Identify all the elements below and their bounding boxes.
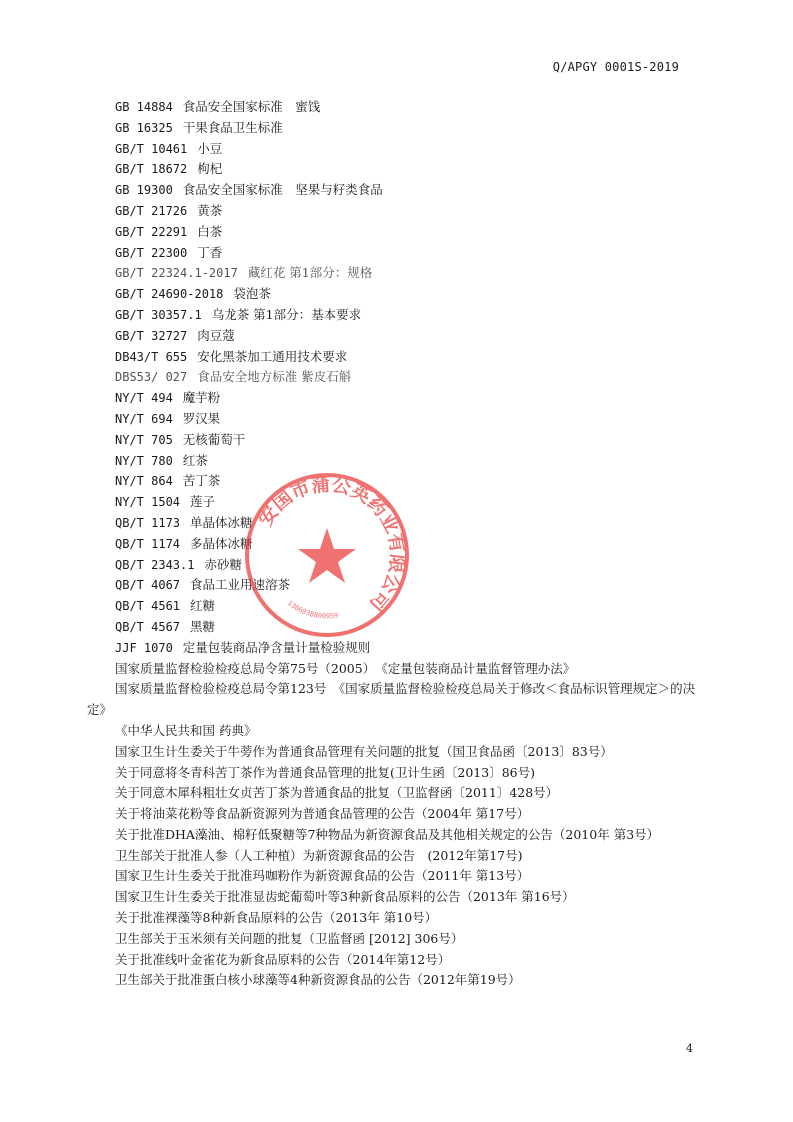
reference-item [87,575,699,596]
reference-item [87,492,699,513]
standard-code: QB/T 4067 [115,578,181,593]
regulation-item: 国家卫生计生委关于批准显齿蛇葡萄叶等3种新食品原料的公告（2013年 第16号） [115,889,575,905]
regulation-item: 卫生部关于批准人参（人工种植）为新资源食品的公告 (2012年第17号) [115,847,523,863]
standard-code: DBS53/ 027 [115,370,188,385]
standard-code: QB/T 2343.1 [115,557,195,572]
regulation-item: 关于批准DHA藻油、棉籽低聚糖等7种物品为新资源食品及其他相关规定的公告（2010年 第3号） [115,826,660,842]
standard-title: 食品安全地方标准 紫皮石斛 [197,369,352,385]
standard-title: 赤砂糖 [204,556,242,572]
standard-code: QB/T 4561 [115,599,181,614]
standard-code: NY/T 494 [115,391,173,406]
standard-title: 安化黑茶加工通用技术要求 [197,348,348,364]
reference-item [87,638,699,659]
standard-code: QB/T 1173 [115,515,181,530]
reference-item [87,243,699,264]
regulation-item: 关于批准裸藻等8种新食品原料的公告（2013年 第10号） [115,910,438,926]
standard-code: DB43/T 655 [115,349,188,364]
standard-code: GB 14884 [115,100,173,114]
reference-item [87,118,699,139]
standard-title: 多晶体冰糖 [190,535,253,551]
standard-title: 罗汉果 [182,410,221,426]
standard-title: 单晶体冰糖 [190,514,253,530]
seal-text: 安国市蒲公英药业有限公司 [254,473,409,616]
standard-title: 袋泡茶 [233,286,271,302]
standard-code: JJF 1070 [115,640,173,655]
regulation-item: 卫生部关于玉米须有关问题的批复（卫监督函 [2012] 306号） [115,930,464,946]
reference-item [87,263,699,284]
page-number: 4 [686,1042,693,1055]
regulation-item: 国家质量监督检验检疫总局令第75号（2005） 《定量包装商品计量监督管理办法》 [115,660,576,676]
standard-code: NY/T 780 [115,453,173,468]
standard-code: GB 16325 [115,120,173,135]
reference-item [87,139,699,160]
standard-code: NY/T 694 [115,411,173,426]
standard-title: 红茶 [182,452,208,468]
standard-code: GB/T 22291 [115,224,188,239]
standard-title: 肉豆蔻 [197,327,235,343]
standard-title: 白茶 [197,223,223,239]
reference-item [87,534,699,555]
standard-code: NY/T 705 [115,432,173,447]
seal-number: 1306838800959 [285,599,339,621]
standard-title: 食品工业用速溶茶 [190,577,291,593]
standard-code: NY/T 864 [115,474,173,489]
standard-title: 魔芋粉 [182,390,221,406]
standard-title: 藏红花 第1部分：规格 [247,265,373,281]
standard-code: GB/T 10461 [115,141,188,156]
reference-item [87,180,699,201]
reference-item [87,430,699,451]
reference-item [87,159,699,180]
reference-item [87,305,699,326]
standard-code: GB/T 24690-2018 [115,287,224,302]
standard-title: 丁香 [197,244,223,260]
reference-item [87,451,699,472]
standard-title: 干果食品卫生标准 [182,119,283,135]
standard-title: 食品安全国家标准 蜜饯 [182,99,321,114]
standard-code: QB/T 4567 [115,619,181,634]
standard-code: GB 19300 [115,183,173,198]
standard-code: GB/T 32727 [115,328,188,343]
document-code: Q/APGY 0001S-2019 [552,60,679,74]
standard-title: 无核葡萄干 [182,431,246,447]
standard-title: 红糖 [190,598,216,614]
standard-title: 乌龙茶 第1部分：基本要求 [211,306,362,322]
standard-code: NY/T 1504 [115,495,181,510]
reference-item [87,222,699,243]
reference-item [87,326,699,347]
standard-title: 食品安全国家标准 坚果与籽类食品 [182,182,383,198]
references-list [87,97,699,991]
standard-code: GB/T 22324.1-2017 [115,266,238,281]
reference-item [87,284,699,305]
reference-item [87,201,699,222]
standard-title: 苦丁茶 [182,473,221,489]
reference-item [87,97,699,118]
standard-code: GB/T 30357.1 [115,307,202,322]
regulation-item: 国家卫生计生委关于批准玛咖粉作为新资源食品的公告（2011年 第13号） [115,868,530,884]
standard-code: GB/T 18672 [115,162,188,177]
standard-title: 黄茶 [197,202,223,218]
standard-code: QB/T 1174 [115,536,181,551]
regulation-item: 关于同意将冬青科苦丁茶作为普通食品管理的批复(卫计生函〔2013〕86号) [115,764,535,780]
regulation-item: 《中华人民共和国 药典》 [115,722,257,738]
reference-item [87,347,699,368]
regulation-item: 关于批准线叶金雀花为新食品原料的公告（2014年第12号） [115,951,451,967]
standard-title: 黑糖 [190,618,216,634]
regulation-item: 卫生部关于批准蛋白核小球藻等4种新资源食品的公告（2012年第19号） [115,972,521,988]
standard-code: GB/T 22300 [115,245,188,260]
standard-code: GB/T 21726 [115,203,188,218]
reference-item [87,555,699,576]
standard-title: 枸杞 [197,161,223,177]
regulation-item: 国家质量监督检验检疫总局令第123号 《国家质量监督检验检疫总局关于修改＜食品标识管理规定＞的决定》 [87,681,696,718]
reference-item [87,513,699,534]
reference-item [87,367,699,388]
reference-item [87,388,699,409]
standard-title: 莲子 [190,494,216,510]
regulation-item: 国家卫生计生委关于牛蒡作为普通食品管理有关问题的批复（国卫食品函〔2013〕83号） [115,743,613,759]
standard-title: 小豆 [197,140,223,156]
regulation-item: 关于将油菜花粉等食品新资源列为普通食品管理的公告（2004年 第17号） [115,806,530,822]
reference-item [87,617,699,638]
standard-title: 定量包装商品净含量计量检验规则 [182,639,371,655]
reference-item [87,471,699,492]
reference-item [87,596,699,617]
reference-item [87,409,699,430]
regulation-item: 关于同意木犀科粗壮女贞苦丁茶为普通食品的批复（卫监督函〔2011〕428号） [115,785,559,801]
